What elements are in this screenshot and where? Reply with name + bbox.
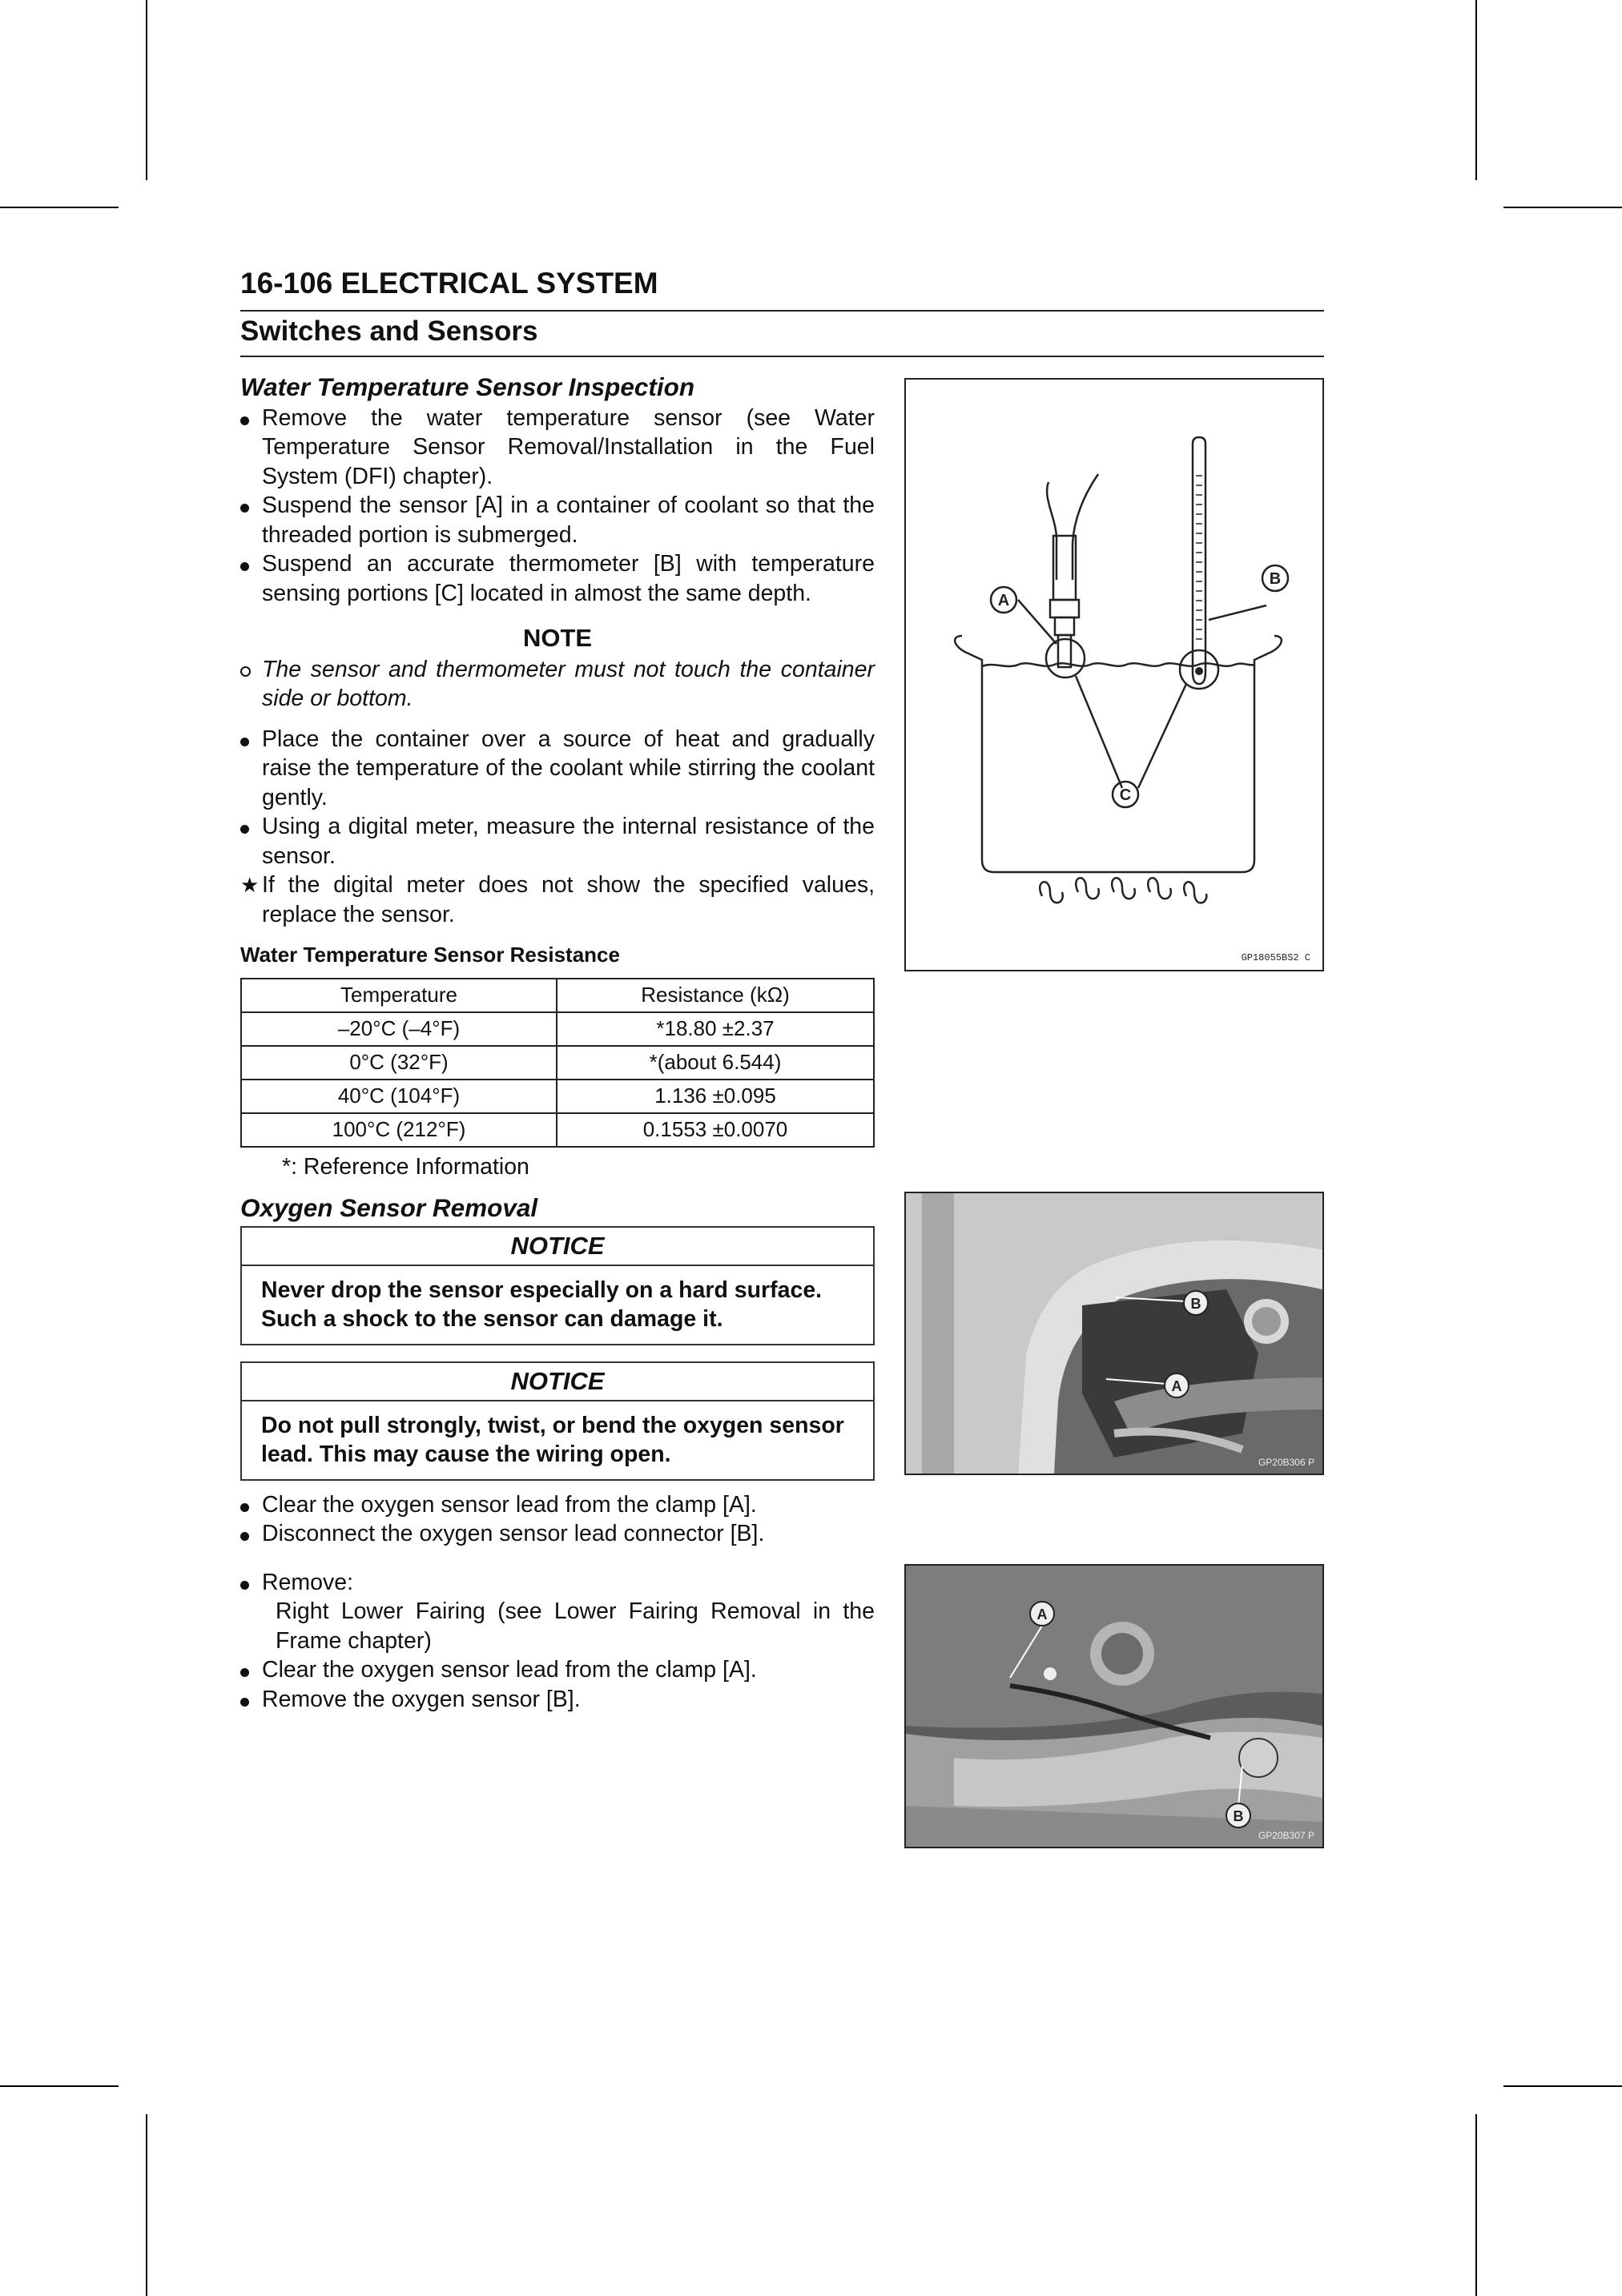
resistance-table bbox=[240, 978, 875, 1148]
sub-item: Right Lower Fairing (see Lower Fairing Removal in the Frame chapter) bbox=[276, 1598, 875, 1654]
bullet-icon bbox=[240, 562, 249, 571]
bullet-icon bbox=[240, 825, 249, 834]
oxygen-section bbox=[240, 1193, 875, 1714]
figure-code: GP18055BS2 C bbox=[1241, 952, 1310, 963]
crop-mark bbox=[1503, 207, 1622, 208]
step-item: Place the container over a source of heat and gradually raise the temperature of the coolant while stirring the coolant gently. bbox=[240, 725, 875, 813]
water-temp-section bbox=[240, 372, 875, 1181]
label-c: C bbox=[1119, 786, 1132, 804]
photo-figure-connector bbox=[904, 1192, 1324, 1475]
figure-code: GP20B306 P bbox=[1258, 1457, 1314, 1468]
water-temp-heading: Water Temperature Sensor Inspection bbox=[240, 372, 695, 401]
notice-box bbox=[240, 1361, 875, 1481]
table-cell: 0.1553 ±0.0070 bbox=[557, 1113, 874, 1147]
connector-photo bbox=[906, 1193, 1322, 1474]
page-title: 16-106 ELECTRICAL SYSTEM bbox=[240, 267, 658, 300]
label-a: A bbox=[997, 592, 1010, 609]
bullet-icon bbox=[240, 1698, 249, 1707]
label-b: B bbox=[1269, 570, 1282, 588]
notice-box bbox=[240, 1226, 875, 1345]
notice-text: Do not pull strongly, twist, or bend the oxygen sensor lead. This may cause the wiring open. bbox=[261, 1412, 844, 1467]
table-cell: –20°C (–4°F) bbox=[241, 1012, 557, 1046]
bullet-icon bbox=[240, 416, 249, 425]
bullet-icon bbox=[240, 1503, 249, 1512]
table-footnote: *: Reference Information bbox=[282, 1153, 529, 1180]
step-item: Remove the water temperature sensor (see Water Temperature Sensor Removal/Installation in the Fuel System (DFI) chapter). bbox=[240, 404, 875, 492]
notice-text: Never drop the sensor especially on a hard surface. Such a shock to the sensor can damage it. bbox=[261, 1277, 823, 1332]
star-item: ★ If the digital meter does not show the specified values, replace the sensor. bbox=[240, 872, 875, 927]
crop-mark bbox=[0, 2085, 119, 2087]
step-item: Using a digital meter, measure the internal resistance of the sensor. bbox=[240, 812, 875, 871]
bullet-icon bbox=[240, 1581, 249, 1590]
bullet-icon bbox=[240, 1668, 249, 1677]
note-item: The sensor and thermometer must not touch the container side or bottom. bbox=[240, 655, 875, 714]
step-item: Remove: bbox=[240, 1568, 875, 1598]
table-header-cell: Resistance (kΩ) bbox=[557, 979, 874, 1012]
step-item: Suspend an accurate thermometer [B] with temperature sensing portions [C] located in almost the same depth. bbox=[240, 549, 875, 608]
table-cell: *18.80 ±2.37 bbox=[557, 1012, 874, 1046]
photo-figure-sensor bbox=[904, 1564, 1324, 1848]
crop-mark bbox=[1503, 2085, 1622, 2087]
open-bullet-icon bbox=[240, 666, 251, 677]
table-row bbox=[241, 1012, 874, 1046]
step-item: Suspend the sensor [A] in a container of coolant so that the threaded portion is submerged. bbox=[240, 491, 875, 549]
header-rule bbox=[240, 310, 1324, 312]
star-icon: ★ bbox=[240, 873, 260, 897]
label-b: B bbox=[1233, 1808, 1244, 1824]
table-header-cell: Temperature bbox=[241, 979, 557, 1012]
table-cell: 100°C (212°F) bbox=[241, 1113, 557, 1147]
section-title: Switches and Sensors bbox=[240, 316, 538, 347]
crop-mark bbox=[146, 0, 147, 180]
crop-mark bbox=[0, 207, 119, 208]
table-row bbox=[241, 1046, 874, 1080]
sensor-diagram-figure bbox=[904, 378, 1324, 971]
notice-heading: NOTICE bbox=[242, 1363, 873, 1401]
table-cell: 1.136 ±0.095 bbox=[557, 1080, 874, 1113]
table-cell: *(about 6.544) bbox=[557, 1046, 874, 1080]
crop-mark bbox=[1475, 0, 1477, 180]
sensor-diagram bbox=[906, 380, 1322, 970]
figure-code: GP20B307 P bbox=[1258, 1830, 1314, 1841]
table-cell: 40°C (104°F) bbox=[241, 1080, 557, 1113]
crop-mark bbox=[146, 2114, 147, 2296]
label-a: A bbox=[1036, 1606, 1048, 1622]
section-rule bbox=[240, 356, 1324, 357]
notice-heading: NOTICE bbox=[242, 1228, 873, 1266]
table-cell: 0°C (32°F) bbox=[241, 1046, 557, 1080]
crop-mark bbox=[1475, 2114, 1477, 2296]
label-b: B bbox=[1190, 1296, 1201, 1312]
table-header-row bbox=[241, 979, 874, 1012]
note-heading: NOTE bbox=[522, 624, 593, 652]
bullet-icon bbox=[240, 1532, 249, 1541]
sensor-photo bbox=[906, 1566, 1322, 1847]
bullet-icon bbox=[240, 504, 249, 513]
table-row bbox=[241, 1080, 874, 1113]
bullet-icon bbox=[240, 738, 249, 746]
step-item: Disconnect the oxygen sensor lead connector [B]. bbox=[240, 1519, 875, 1549]
table-caption: Water Temperature Sensor Resistance bbox=[240, 943, 620, 967]
step-item: Clear the oxygen sensor lead from the clamp [A]. bbox=[240, 1655, 875, 1685]
oxygen-heading: Oxygen Sensor Removal bbox=[240, 1193, 538, 1222]
label-a: A bbox=[1171, 1378, 1182, 1394]
step-item: Remove the oxygen sensor [B]. bbox=[240, 1685, 875, 1715]
step-item: Clear the oxygen sensor lead from the clamp [A]. bbox=[240, 1490, 875, 1520]
table-row bbox=[241, 1113, 874, 1147]
